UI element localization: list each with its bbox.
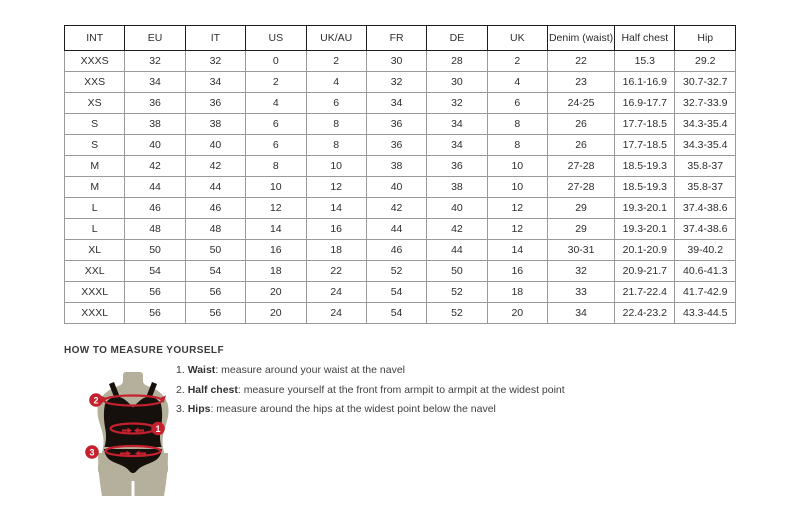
size-cell: 34.3-35.4 <box>675 135 736 156</box>
table-row <box>65 261 736 282</box>
size-cell: 37.4-38.6 <box>675 219 736 240</box>
size-cell: 38 <box>366 156 426 177</box>
size-cell: 35.8-37 <box>675 177 736 198</box>
size-cell: 20.9-21.7 <box>615 261 675 282</box>
size-cell: 32 <box>427 93 487 114</box>
size-cell: 23 <box>548 72 615 93</box>
size-cell: 50 <box>427 261 487 282</box>
size-cell: 42 <box>185 156 245 177</box>
size-cell: 46 <box>185 198 245 219</box>
size-cell: 19.3-20.1 <box>615 219 675 240</box>
size-cell: 18 <box>246 261 306 282</box>
size-cell: 29.2 <box>675 51 736 72</box>
size-cell: 20 <box>246 303 306 324</box>
size-cell: 40.6-41.3 <box>675 261 736 282</box>
size-cell: 44 <box>427 240 487 261</box>
size-cell: 26 <box>548 135 615 156</box>
size-cell: 36 <box>125 93 185 114</box>
size-cell: 42 <box>427 219 487 240</box>
size-cell: 39-40.2 <box>675 240 736 261</box>
size-cell: XXXL <box>65 303 125 324</box>
size-cell: 6 <box>246 135 306 156</box>
size-cell: 46 <box>125 198 185 219</box>
size-cell: 48 <box>185 219 245 240</box>
size-cell: XL <box>65 240 125 261</box>
column-header: INT <box>65 26 125 51</box>
size-cell: 16.1-16.9 <box>615 72 675 93</box>
size-cell: 54 <box>125 261 185 282</box>
size-cell: 19.3-20.1 <box>615 198 675 219</box>
header-row <box>65 26 736 51</box>
size-cell: 54 <box>185 261 245 282</box>
table-row <box>65 198 736 219</box>
size-cell: 54 <box>366 282 426 303</box>
size-cell: 44 <box>185 177 245 198</box>
column-header: Denim (waist) <box>548 26 615 51</box>
size-cell: 56 <box>185 282 245 303</box>
size-cell: 36 <box>427 156 487 177</box>
size-cell: 10 <box>306 156 366 177</box>
size-cell: 4 <box>246 93 306 114</box>
size-cell: 27-28 <box>548 177 615 198</box>
size-cell: 22 <box>306 261 366 282</box>
size-cell: 38 <box>125 114 185 135</box>
size-cell: 6 <box>306 93 366 114</box>
size-cell: XXXS <box>65 51 125 72</box>
size-cell: 30.7-32.7 <box>675 72 736 93</box>
size-cell: 42 <box>125 156 185 177</box>
size-cell: 12 <box>246 198 306 219</box>
size-cell: 42 <box>366 198 426 219</box>
size-cell: 8 <box>487 135 547 156</box>
column-header: IT <box>185 26 245 51</box>
size-cell: 22.4-23.2 <box>615 303 675 324</box>
size-cell: 38 <box>185 114 245 135</box>
size-cell: 22 <box>548 51 615 72</box>
size-cell: 21.7-22.4 <box>615 282 675 303</box>
step-number: 2. <box>176 383 188 396</box>
table-row <box>65 219 736 240</box>
size-cell: 24-25 <box>548 93 615 114</box>
table-row <box>65 282 736 303</box>
size-cell: 18.5-19.3 <box>615 177 675 198</box>
size-cell: 54 <box>366 303 426 324</box>
size-cell: XXXL <box>65 282 125 303</box>
size-cell: S <box>65 114 125 135</box>
size-cell: 20 <box>487 303 547 324</box>
step-text: : measure around the hips at the widest point below the navel <box>210 403 496 415</box>
size-cell: 30 <box>427 72 487 93</box>
table-row <box>65 177 736 198</box>
size-cell: 14 <box>246 219 306 240</box>
size-cell: 14 <box>487 240 547 261</box>
size-cell: 20.1-20.9 <box>615 240 675 261</box>
column-header: UK <box>487 26 547 51</box>
table-row <box>65 72 736 93</box>
size-cell: 14 <box>306 198 366 219</box>
size-cell: 16 <box>306 219 366 240</box>
size-cell: 40 <box>185 135 245 156</box>
size-cell: 17.7-18.5 <box>615 114 675 135</box>
size-cell: 2 <box>306 51 366 72</box>
size-cell: 12 <box>487 219 547 240</box>
size-cell: 18.5-19.3 <box>615 156 675 177</box>
size-cell: 10 <box>487 177 547 198</box>
size-cell: 46 <box>366 240 426 261</box>
size-cell: 56 <box>185 303 245 324</box>
size-cell: 26 <box>548 114 615 135</box>
size-cell: 36 <box>366 135 426 156</box>
table-row <box>65 156 736 177</box>
badge-hips-number: 3 <box>89 447 95 458</box>
size-cell: 34 <box>185 72 245 93</box>
badge-waist-number: 1 <box>155 423 161 434</box>
size-cell: 16 <box>487 261 547 282</box>
size-cell: 40 <box>366 177 426 198</box>
size-cell: 12 <box>487 198 547 219</box>
size-cell: 29 <box>548 219 615 240</box>
size-cell: 52 <box>427 282 487 303</box>
size-cell: 40 <box>125 135 185 156</box>
size-cell: 50 <box>185 240 245 261</box>
size-cell: 33 <box>548 282 615 303</box>
size-cell: 36 <box>185 93 245 114</box>
size-cell: 20 <box>246 282 306 303</box>
size-cell: 37.4-38.6 <box>675 198 736 219</box>
size-cell: 52 <box>366 261 426 282</box>
size-cell: XXS <box>65 72 125 93</box>
size-cell: 41.7-42.9 <box>675 282 736 303</box>
size-cell: 24 <box>306 282 366 303</box>
step-label: Hips <box>187 403 211 415</box>
column-header: FR <box>366 26 426 51</box>
size-cell: 34 <box>125 72 185 93</box>
size-cell: 15.3 <box>615 51 675 72</box>
column-header: Hip <box>675 26 736 51</box>
measure-section-title: HOW TO MEASURE YOURSELF <box>64 345 224 356</box>
size-cell: 24 <box>306 303 366 324</box>
table-row <box>65 114 736 135</box>
column-header: US <box>246 26 306 51</box>
size-conversion-table <box>64 25 736 324</box>
table-row <box>65 303 736 324</box>
size-cell: 2 <box>487 51 547 72</box>
size-cell: 38 <box>427 177 487 198</box>
size-cell: 16.9-17.7 <box>615 93 675 114</box>
step-label: Half chest <box>187 383 238 396</box>
size-cell: 34 <box>427 114 487 135</box>
size-cell: M <box>65 177 125 198</box>
size-cell: 50 <box>125 240 185 261</box>
size-cell: 36 <box>366 114 426 135</box>
size-cell: M <box>65 156 125 177</box>
step-label: Waist <box>187 364 216 376</box>
size-cell: 17.7-18.5 <box>615 135 675 156</box>
size-cell: 40 <box>427 198 487 219</box>
step-number: 1. <box>176 364 188 376</box>
table-row <box>65 240 736 261</box>
size-cell: S <box>65 135 125 156</box>
size-table-header <box>65 26 736 51</box>
size-cell: 30 <box>366 51 426 72</box>
step-number: 3. <box>176 403 188 415</box>
size-cell: 35.8-37 <box>675 156 736 177</box>
size-cell: 16 <box>246 240 306 261</box>
step-text: : measure around your waist at the navel <box>215 364 405 376</box>
size-cell: 8 <box>306 135 366 156</box>
table-row <box>65 51 736 72</box>
table-row <box>65 93 736 114</box>
size-cell: 32.7-33.9 <box>675 93 736 114</box>
size-cell: 12 <box>306 177 366 198</box>
size-cell: 27-28 <box>548 156 615 177</box>
size-cell: 18 <box>487 282 547 303</box>
size-cell: 6 <box>487 93 547 114</box>
size-cell: 18 <box>306 240 366 261</box>
size-cell: 44 <box>366 219 426 240</box>
size-cell: 10 <box>487 156 547 177</box>
table-row <box>65 135 736 156</box>
size-cell: 34 <box>427 135 487 156</box>
size-cell: 34 <box>548 303 615 324</box>
measurement-figure <box>78 369 190 504</box>
size-cell: 32 <box>185 51 245 72</box>
size-cell: 32 <box>125 51 185 72</box>
size-table-body <box>65 51 736 324</box>
measure-step <box>176 400 565 420</box>
column-header: DE <box>427 26 487 51</box>
measure-step <box>176 361 565 381</box>
size-cell: L <box>65 198 125 219</box>
step-text: : measure yourself at the front from armpit to armpit at the widest point <box>237 383 565 396</box>
column-header: UK/AU <box>306 26 366 51</box>
size-cell: 29 <box>548 198 615 219</box>
size-cell: XXL <box>65 261 125 282</box>
size-cell: 56 <box>125 282 185 303</box>
size-cell: 56 <box>125 303 185 324</box>
size-cell: 8 <box>306 114 366 135</box>
size-cell: 4 <box>306 72 366 93</box>
size-cell: 0 <box>246 51 306 72</box>
size-cell: L <box>65 219 125 240</box>
measure-steps-list <box>176 361 565 420</box>
size-cell: 10 <box>246 177 306 198</box>
size-cell: 4 <box>487 72 547 93</box>
column-header: EU <box>125 26 185 51</box>
column-header: Half chest <box>615 26 675 51</box>
badge-half-chest-number: 2 <box>93 395 99 406</box>
size-cell: 32 <box>366 72 426 93</box>
size-cell: 8 <box>487 114 547 135</box>
mannequin-illustration-icon <box>78 369 190 504</box>
size-cell: 44 <box>125 177 185 198</box>
measure-step <box>176 381 565 401</box>
size-cell: 28 <box>427 51 487 72</box>
size-cell: 48 <box>125 219 185 240</box>
size-cell: 52 <box>427 303 487 324</box>
size-cell: 34.3-35.4 <box>675 114 736 135</box>
size-cell: 32 <box>548 261 615 282</box>
size-cell: 2 <box>246 72 306 93</box>
size-cell: 43.3-44.5 <box>675 303 736 324</box>
size-cell: 6 <box>246 114 306 135</box>
size-cell: 34 <box>366 93 426 114</box>
size-cell: 30-31 <box>548 240 615 261</box>
size-cell: XS <box>65 93 125 114</box>
size-cell: 8 <box>246 156 306 177</box>
